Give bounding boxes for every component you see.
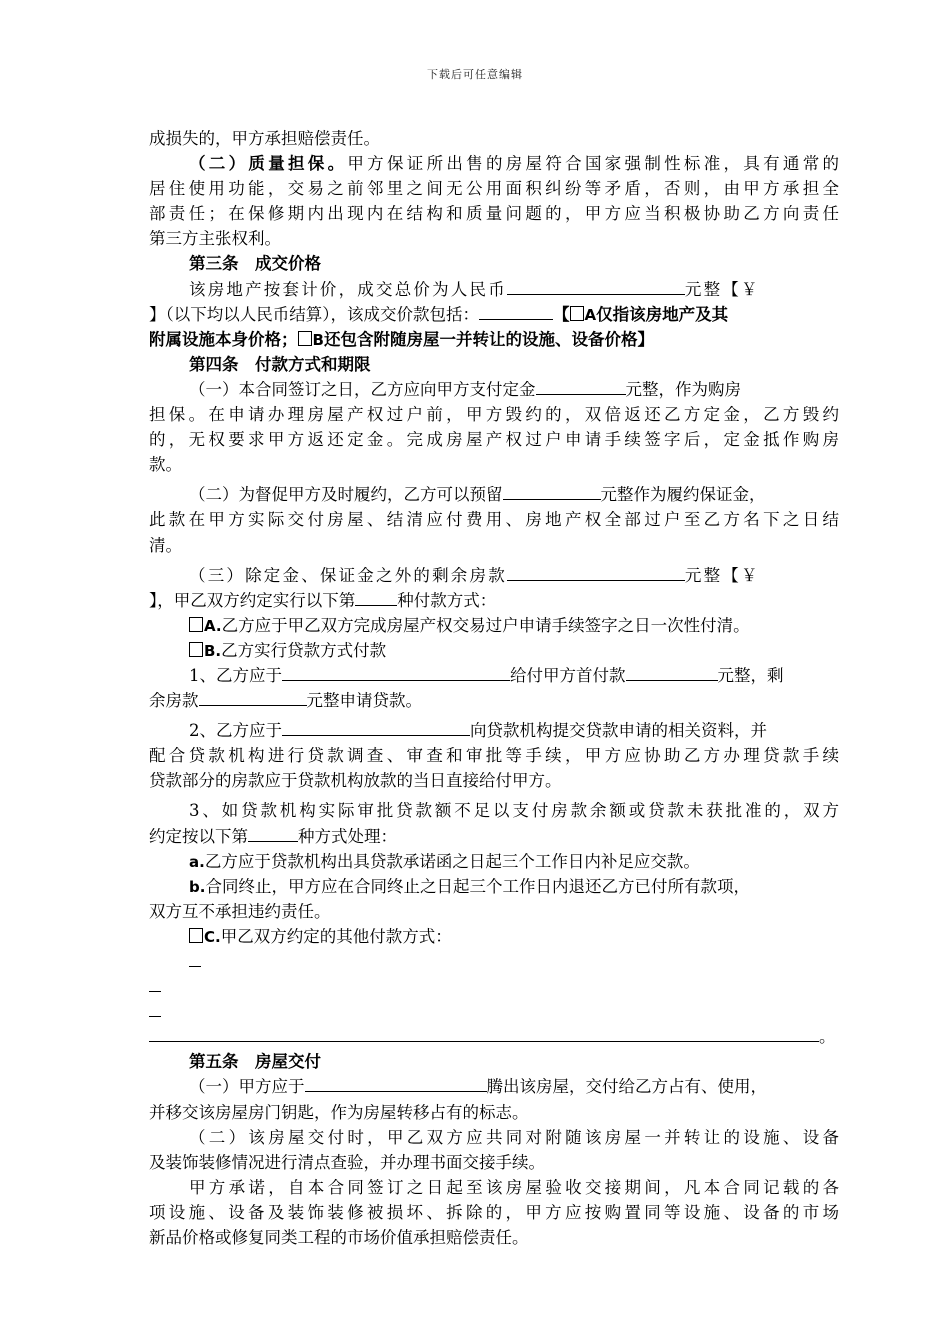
handover-date-line <box>149 1074 839 1099</box>
paragraph-text: 。 <box>819 1027 836 1047</box>
paragraph-line: 成损失的，甲方承担赔偿责任。 <box>149 129 380 148</box>
loan-application-blank[interactable] <box>282 719 470 736</box>
paragraph-text: 余房款 <box>149 691 199 711</box>
paragraph-text: 种付款方式： <box>397 590 497 610</box>
price-scope-line <box>149 302 839 327</box>
paragraph-text: 元整，剩 <box>717 665 784 685</box>
paragraph-line: 双方互不承担违约责任。 <box>149 901 331 921</box>
paragraph-text: 元整，作为购房 <box>625 379 741 399</box>
article-4-heading: 第四条 付款方式和期限 <box>189 354 371 374</box>
paragraph-line: 的，无权要求甲方返还定金。完成房屋产权过户申请手续签字后，定金抵作购房 <box>149 430 839 450</box>
option-letter: b. <box>189 877 206 896</box>
handling-method-blank[interactable] <box>248 825 298 842</box>
checkbox-option-a[interactable] <box>570 306 584 321</box>
paragraph-text: （三）除定金、保证金之外的剩余房款 <box>189 565 507 585</box>
paragraph-line: 清。 <box>149 535 182 555</box>
paragraph-line: 并移交该房屋房门钥匙，作为房屋转移占有的标志。 <box>149 1102 529 1122</box>
paragraph-line: 配合贷款机构进行贷款调查、审查和审批等手续，甲方应协助乙方办理贷款手续 <box>149 746 839 766</box>
paragraph-line: 及装饰装修情况进行清点查验，并办理书面交接手续。 <box>149 1152 545 1172</box>
paragraph-line: 贷款部分的房款应于贷款机构放款的当日直接给付甲方。 <box>149 771 562 791</box>
checkbox-payment-a[interactable] <box>189 617 203 632</box>
paragraph-text: 约定按以下第 <box>149 826 248 846</box>
checkbox-option-b[interactable] <box>298 331 312 346</box>
paragraph-text: 还包含附随房屋一并转让的设施、设备价格】 <box>323 329 654 349</box>
deposit-blank[interactable] <box>536 378 626 395</box>
option-a-lower-line <box>149 849 839 874</box>
option-letter: C. <box>204 927 221 946</box>
paragraph-line: 款。 <box>149 455 182 475</box>
paragraph-text: 种方式处理： <box>298 826 397 846</box>
option-b-lower-line <box>149 874 839 899</box>
fill-blank[interactable] <box>149 1000 161 1017</box>
paragraph-line: 项设施、设备及装饰装修被损坏、拆除的，甲方应按购置同等设施、设备的市场 <box>149 1202 839 1222</box>
article-5-heading: 第五条 房屋交付 <box>189 1052 321 1072</box>
option-letter: B <box>312 330 324 349</box>
page-header: 下载后可任意编辑 <box>427 68 523 81</box>
paragraph-text: 【 <box>553 304 570 324</box>
remaining-payment-blank[interactable] <box>507 564 685 581</box>
down-payment-date-blank[interactable] <box>282 664 510 681</box>
option-letter: a. <box>189 852 205 871</box>
contract-body <box>149 126 839 1250</box>
quality-guarantee-heading: （二）质量担保。 <box>189 154 348 174</box>
fill-rule[interactable] <box>149 1025 819 1042</box>
down-payment-line <box>149 663 839 688</box>
total-price-blank[interactable] <box>507 278 685 295</box>
option-letter: B. <box>204 641 222 660</box>
paragraph-text: 元整作为履约保证金， <box>600 485 766 505</box>
price-scope-line-2 <box>149 327 839 352</box>
paragraph-text: 仅指该房地产及其 <box>596 304 729 324</box>
paragraph-text: 合同终止，甲方应在合同终止之日起三个工作日内退还乙方已付所有款项， <box>205 876 750 896</box>
paragraph-text: （二）为督促甲方及时履约，乙方可以预留 <box>189 485 503 505</box>
total-price-line <box>149 277 839 302</box>
paragraph-text: （一）甲方应于 <box>189 1077 305 1097</box>
checkbox-payment-b[interactable] <box>189 642 203 657</box>
remaining-payment-line <box>149 563 839 588</box>
paragraph-text: 元整【￥ <box>684 565 760 585</box>
paragraph-text: 甲方保证所出售的房屋符合国家强制性标准，具有通常的 <box>347 154 839 174</box>
option-b-line <box>149 638 839 663</box>
paragraph-text: 向贷款机构提交贷款申请的相关资料，并 <box>470 721 767 741</box>
paragraph-text: 给付甲方首付款 <box>510 665 626 685</box>
paragraph-text: 元整【￥ <box>684 279 760 299</box>
option-letter: A. <box>204 616 222 635</box>
loan-amount-line <box>149 688 839 713</box>
paragraph-text: 该房地产按套计价，成交总价为人民币 <box>189 279 507 299</box>
paragraph-text: 腾出该房屋，交付给乙方占有、使用， <box>486 1077 767 1097</box>
paragraph-line: 甲方承诺，自本合同签订之日起至该房屋验收交接期间，凡本合同记载的各 <box>189 1177 839 1197</box>
paragraph-text: 附属设施本身价格； <box>149 329 298 349</box>
paragraph-line: 3、如贷款机构实际审批贷款额不足以支付房款余额或贷款未获批准的，双方 <box>189 801 839 821</box>
paragraph-line: 居住使用功能，交易之前邻里之间无公用面积纠纷等矛盾，否则，由甲方承担全 <box>149 179 839 199</box>
loan-amount-blank[interactable] <box>199 689 307 706</box>
paragraph-text: 】（以下均以人民币结算），该成交价款包括： <box>149 304 479 324</box>
paragraph-text: 乙方实行贷款方式付款 <box>221 640 387 660</box>
option-letter: A <box>584 305 597 324</box>
paragraph-text: 1、乙方应于 <box>189 665 282 685</box>
down-payment-amount-blank[interactable] <box>626 664 718 681</box>
paragraph-text: 】，甲乙双方约定实行以下第 <box>149 590 356 610</box>
handover-date-blank[interactable] <box>305 1075 487 1092</box>
other-method-rule <box>149 1024 839 1049</box>
paragraph-line: 新品价格或修复同类工程的市场价值承担赔偿责任。 <box>149 1228 529 1248</box>
handling-method-line <box>149 824 839 849</box>
paragraph-text: （一）本合同签订之日，乙方应向甲方支付定金 <box>189 379 536 399</box>
article-3-heading: 第三条 成交价格 <box>189 254 321 274</box>
paragraph-line: 第三方主张权利。 <box>149 229 281 249</box>
fill-blank[interactable] <box>149 975 161 992</box>
quality-guarantee-line <box>149 151 839 176</box>
other-method-blank-2[interactable] <box>149 974 839 999</box>
paragraph-line: （二）该房屋交付时，甲乙双方应共同对附随该房屋一并转让的设施、设备 <box>189 1127 839 1147</box>
retention-line <box>149 482 839 507</box>
price-scope-blank[interactable] <box>479 303 553 320</box>
paragraph-line: 此款在甲方实际交付房屋、结清应付费用、房地产权全部过户至乙方名下之日结 <box>149 510 839 530</box>
other-method-blank-3[interactable] <box>149 999 839 1024</box>
fill-blank[interactable] <box>189 950 201 967</box>
paragraph-text: 甲乙双方约定的其他付款方式： <box>220 926 452 946</box>
checkbox-payment-c[interactable] <box>189 928 203 943</box>
option-a-line <box>149 613 839 638</box>
option-c-line <box>149 924 839 949</box>
payment-method-blank[interactable] <box>355 589 397 606</box>
paragraph-text: 元整申请贷款。 <box>306 691 422 711</box>
paragraph-text: 2、乙方应于 <box>189 721 282 741</box>
paragraph-text: 乙方应于甲乙双方完成房屋产权交易过户申请手续签字之日一次性付清。 <box>221 615 750 635</box>
deposit-line <box>149 377 839 402</box>
payment-method-line <box>149 588 839 613</box>
retention-blank[interactable] <box>503 483 601 500</box>
loan-application-line <box>149 718 839 743</box>
paragraph-line: 担保。在申请办理房屋产权过户前，甲方毁约的，双倍返还乙方定金，乙方毁约 <box>149 405 839 425</box>
paragraph-text: 乙方应于贷款机构出具贷款承诺函之日起三个工作日内补足应交款。 <box>204 851 700 871</box>
other-method-blank-1[interactable] <box>149 949 839 974</box>
paragraph-line: 部责任；在保修期内出现内在结构和质量问题的，甲方应当积极协助乙方向责任 <box>149 204 839 224</box>
